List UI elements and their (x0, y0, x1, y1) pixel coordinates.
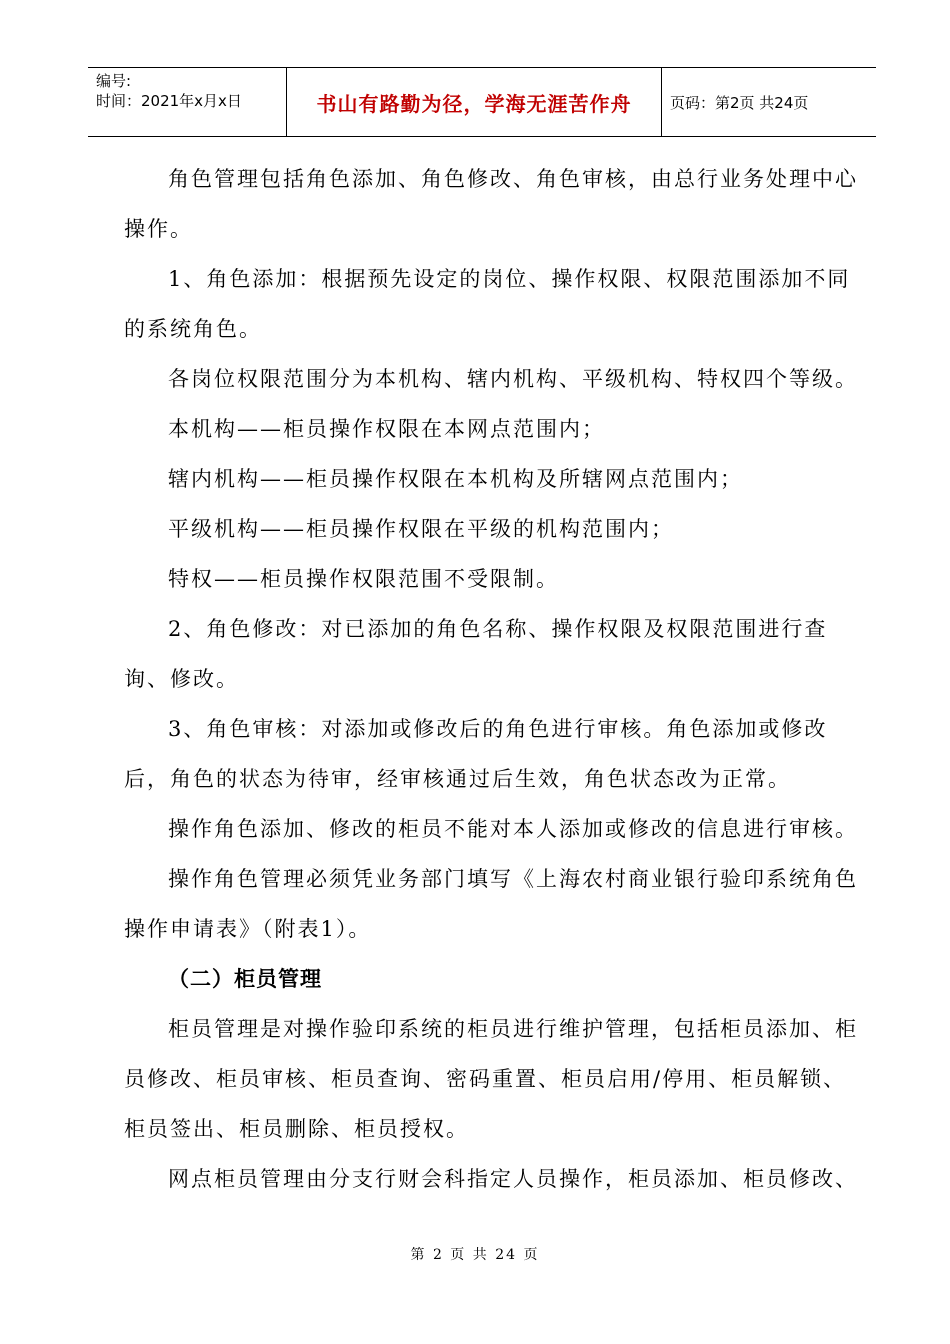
paragraph: 操作角色管理必须凭业务部门填写《上海农村商业银行验印系统角色操作申请表》（附表1）。 (124, 867, 858, 941)
paragraph: 本机构——柜员操作权限在本网点范围内； (168, 417, 605, 441)
header-page-label: 页码：第2页 共24页 (670, 93, 809, 112)
document-body (124, 154, 859, 1204)
paragraph: 2、角色修改：对已添加的角色名称、操作权限及权限范围进行查询、修改。 (124, 617, 828, 691)
paragraph: 角色管理包括角色添加、角色修改、角色审核，由总行业务处理中心操作。 (124, 167, 858, 241)
header-motto: 书山有路勤为径，学海无涯苦作舟 (286, 68, 662, 136)
paragraph: 网点柜员管理由分支行财会科指定人员操作，柜员添加、柜员修改、 (168, 1167, 858, 1191)
paragraph: 辖内机构——柜员操作权限在本机构及所辖网点范围内； (168, 467, 743, 491)
paragraph: 各岗位权限范围分为本机构、辖内机构、平级机构、特权四个等级。 (168, 367, 858, 391)
paragraph: 柜员管理是对操作验印系统的柜员进行维护管理，包括柜员添加、柜员修改、柜员审核、柜员查询、密码重置、柜员启用/停用、柜员解锁、柜员签出、柜员删除、柜员授权。 (124, 1017, 858, 1141)
page-header (88, 67, 876, 137)
paragraph: 操作角色添加、修改的柜员不能对本人添加或修改的信息进行审核。 (168, 817, 858, 841)
paragraph: 平级机构——柜员操作权限在平级的机构范围内； (168, 517, 674, 541)
section-heading: （二）柜员管理 (168, 967, 322, 991)
number-label: 编号: (96, 72, 132, 90)
paragraph: 3、角色审核：对添加或修改后的角色进行审核。角色添加或修改后，角色的状态为待审，经审核通过后生效，角色状态改为正常。 (124, 717, 828, 791)
paragraph: 特权——柜员操作权限范围不受限制。 (168, 567, 559, 591)
header-meta (88, 68, 286, 136)
time-label: 时间：2021年x月x日 (96, 92, 242, 110)
paragraph: 1、角色添加：根据预先设定的岗位、操作权限、权限范围添加不同的系统角色。 (124, 267, 851, 341)
page-footer: 第 2 页 共 24 页 (410, 1247, 540, 1263)
